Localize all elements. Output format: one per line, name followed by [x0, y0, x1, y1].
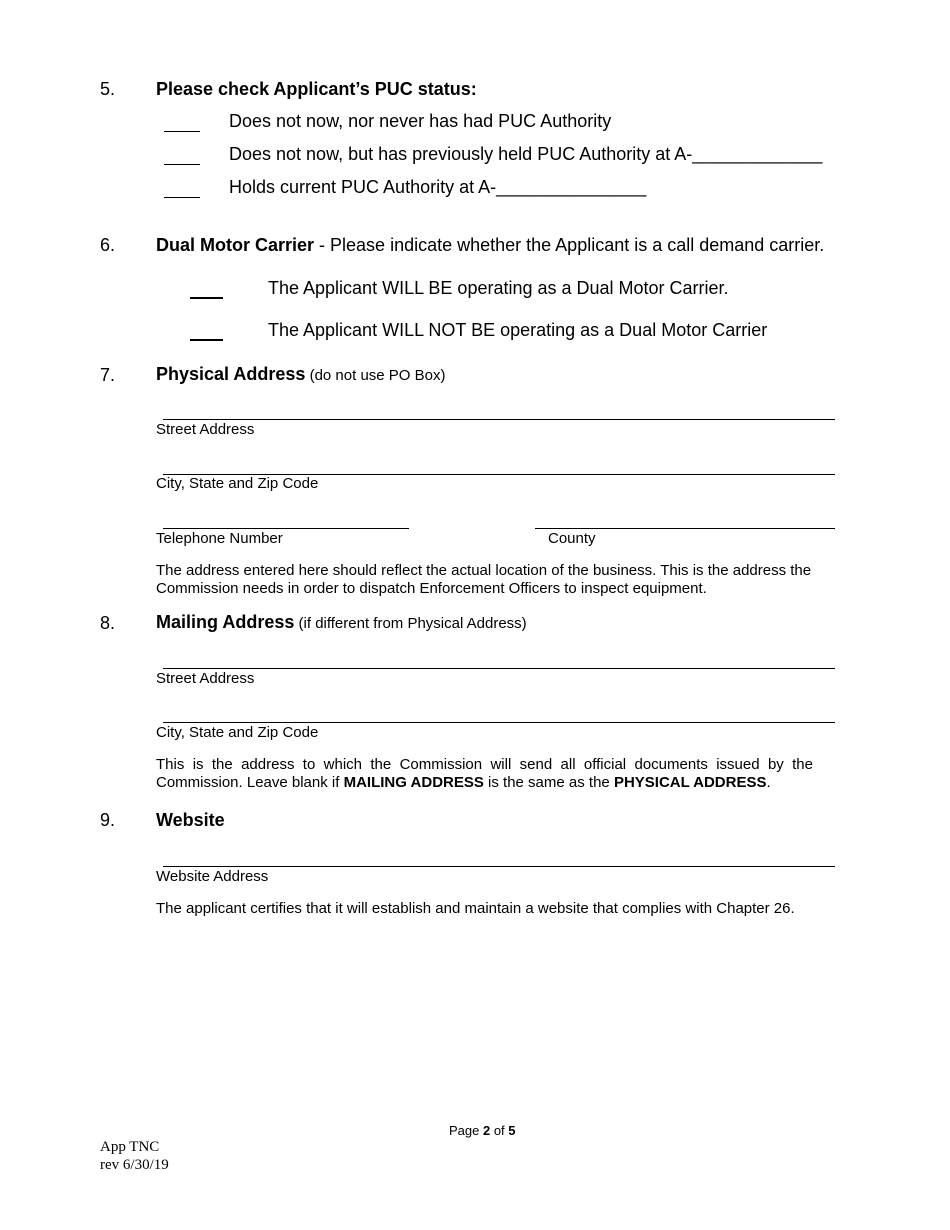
telephone-input-line[interactable] — [163, 528, 409, 529]
website-label: Website Address — [156, 868, 269, 885]
puc-option-1-label: Does not now, nor never has had PUC Authority — [229, 111, 612, 131]
section-8-title: Mailing Address (if different from Physical Address) — [156, 612, 527, 632]
page-number: Page 2 of 5 — [449, 1123, 516, 1138]
mailing-street-label: Street Address — [156, 670, 255, 687]
puc-option-3-checkbox[interactable] — [164, 197, 200, 198]
mailing-city-label: City, State and Zip Code — [156, 724, 319, 741]
physical-city-label: City, State and Zip Code — [156, 475, 319, 492]
form-revision: rev 6/30/19 — [100, 1157, 169, 1173]
section-7-number: 7. — [100, 365, 116, 385]
mailing-city-input-line[interactable] — [163, 722, 835, 723]
section-9-title: Website — [156, 810, 225, 830]
puc-option-2-checkbox[interactable] — [164, 164, 200, 165]
dual-carrier-yes-checkbox[interactable] — [190, 297, 223, 299]
puc-option-3-label: Holds current PUC Authority at A-_______________ — [229, 177, 647, 197]
puc-option-1-checkbox[interactable] — [164, 131, 200, 132]
physical-street-input-line[interactable] — [163, 419, 835, 420]
county-input-line[interactable] — [535, 528, 835, 529]
dual-carrier-no-label: The Applicant WILL NOT BE operating as a Dual Motor Carrier — [268, 320, 768, 340]
county-label: County — [548, 530, 596, 547]
puc-authority-number-blank[interactable]: _____________ — [692, 144, 823, 164]
puc-current-authority-blank[interactable]: _______________ — [496, 177, 647, 197]
telephone-label: Telephone Number — [156, 530, 283, 547]
dual-carrier-no-checkbox[interactable] — [190, 339, 223, 341]
mailing-address-info: This is the address to which the Commission will send all official documents issued by the Commission. Leave blank if MAILING ADDRESS is the same as the PHYSICAL ADDRESS. — [156, 756, 813, 791]
physical-address-info: The address entered here should reflect the actual location of the business. This is the address the Commission needs in order to dispatch Enforcement Officers to inspect equipment. — [156, 562, 812, 597]
puc-option-2-label: Does not now, but has previously held PUC Authority at A-_____________ — [229, 144, 823, 164]
section-9-number: 9. — [100, 810, 116, 830]
section-5-title: Please check Applicant’s PUC status: — [156, 79, 477, 99]
section-6-title: Dual Motor Carrier - Please indicate whether the Applicant is a call demand carrier. — [156, 235, 825, 255]
section-5-number: 5. — [100, 79, 116, 99]
dual-carrier-yes-label: The Applicant WILL BE operating as a Dual Motor Carrier. — [268, 278, 729, 298]
website-info: The applicant certifies that it will establish and maintain a website that complies with Chapter 26. — [156, 900, 795, 917]
form-name: App TNC — [100, 1139, 160, 1155]
section-7-title: Physical Address (do not use PO Box) — [156, 364, 446, 384]
section-6-number: 6. — [100, 235, 116, 255]
physical-street-label: Street Address — [156, 421, 255, 438]
mailing-street-input-line[interactable] — [163, 668, 835, 669]
section-8-number: 8. — [100, 613, 116, 633]
website-input-line[interactable] — [163, 866, 835, 867]
